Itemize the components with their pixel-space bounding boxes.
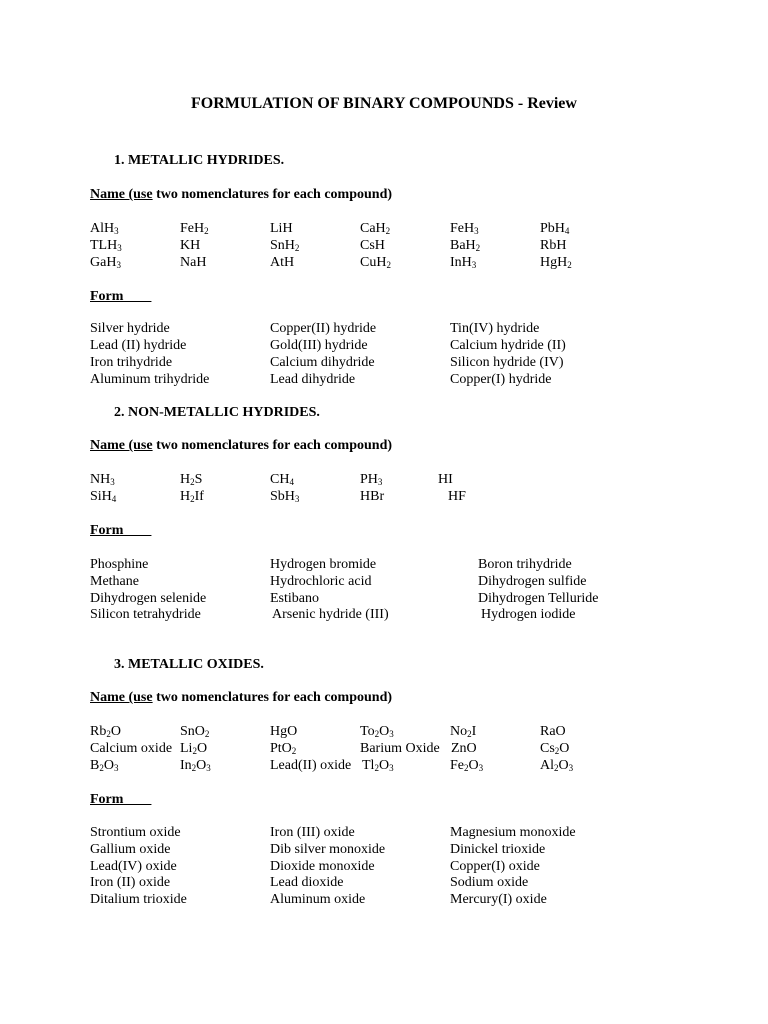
section-1-name-instruction: Name (use two nomenclatures for each compound)	[90, 187, 393, 202]
section-1-name-row	[0, 320, 768, 337]
compound-name-cell: Aluminum oxide	[270, 892, 366, 907]
section-1-name-row	[0, 371, 768, 388]
section-1-form-label: Form	[90, 289, 152, 304]
compound-name-cell: Dihydrogen Telluride	[478, 591, 599, 606]
compound-name-cell: Estibano	[270, 591, 319, 606]
section-2-name-row	[0, 573, 768, 590]
formula-cell: $CH_4$	[270, 472, 294, 487]
section-3-name-row	[0, 824, 768, 841]
section-2-name-row	[0, 556, 768, 573]
formula-cell: AtH	[270, 255, 295, 270]
compound-name-cell: Lead dioxide	[270, 875, 344, 890]
formula-cell: SnO$_2$	[180, 724, 210, 739]
compound-name-cell: Iron trihydride	[90, 355, 173, 370]
formula-cell: $B_2O_3$	[90, 758, 119, 773]
compound-name-cell: Calcium dihydride	[270, 355, 375, 370]
section-3-formula-row	[0, 723, 768, 740]
compound-name-cell: Dinickel trioxide	[450, 842, 546, 857]
compound-name-cell: Iron (II) oxide	[90, 875, 171, 890]
section-3-name-row	[0, 891, 768, 908]
section-3-name-row	[0, 841, 768, 858]
compound-name-cell: Hydrogen bromide	[270, 557, 377, 572]
compound-name-cell: Lead(IV) oxide	[90, 859, 177, 874]
compound-name-cell: Sodium oxide	[450, 875, 529, 890]
formula-cell: GaH$_3$	[90, 255, 121, 270]
compound-name-cell: Methane	[90, 574, 139, 589]
compound-name-cell: Tin(IV) hydride	[450, 321, 540, 336]
compound-name-cell: Dihydrogen sulfide	[478, 574, 587, 589]
formula-cell: $TLH_3$	[90, 238, 122, 253]
formula-cell: $PH_3$	[360, 472, 383, 487]
formula-cell: $NH_3$	[90, 472, 115, 487]
compound-name-cell: Strontium oxide	[90, 825, 181, 840]
compound-name-cell: Calcium hydride (II)	[450, 338, 566, 353]
formula-cell: HBr	[360, 489, 385, 504]
formula-cell: PtO$_2$	[270, 741, 297, 756]
formula-cell: $Rb_2O$	[90, 724, 121, 739]
compound-name-cell: Phosphine	[90, 557, 149, 572]
compound-name-cell: Hydrochloric acid	[270, 574, 372, 589]
formula-cell: ZnO	[451, 741, 477, 756]
compound-name-cell: Lead dihydride	[270, 372, 356, 387]
compound-name-cell: Silicon tetrahydride	[90, 607, 201, 622]
compound-name-cell: Silicon hydride (IV)	[450, 355, 564, 370]
formula-cell: PbH$_4$	[540, 221, 570, 236]
compound-name-cell: Copper(II) hydride	[270, 321, 377, 336]
compound-name-cell: Gold(III) hydride	[270, 338, 368, 353]
formula-cell: CsH	[360, 238, 385, 253]
formula-cell: $H_2S$	[180, 472, 203, 487]
compound-name-cell: Hydrogen iodide	[481, 607, 576, 622]
compound-name-cell: Aluminum trihydride	[90, 372, 210, 387]
section-2-formula-row	[0, 488, 768, 505]
formula-cell: $Tl_2O_3$	[362, 758, 394, 773]
formula-cell: HgO	[270, 724, 298, 739]
formula-cell: HF	[448, 489, 466, 504]
formula-cell: CaH$_2$	[360, 221, 391, 236]
compound-name-cell: Mercury(I) oxide	[450, 892, 547, 907]
formula-cell: $Fe_2O_3$	[450, 758, 484, 773]
compound-name-cell: Gallium oxide	[90, 842, 171, 857]
formula-cell: FeH$_2$	[180, 221, 209, 236]
section-3-heading: 3. METALLIC OXIDES.	[114, 657, 264, 672]
formula-cell: AlH$_3$	[90, 221, 119, 236]
compound-name-cell: Iron (III) oxide	[270, 825, 355, 840]
section-1-formula-row	[0, 220, 768, 237]
formula-cell: $Cs_2O$	[540, 741, 570, 756]
formula-cell: FeH$_3$	[450, 221, 479, 236]
formula-cell: LiH	[270, 221, 293, 236]
compound-name-cell: Copper(I) hydride	[450, 372, 552, 387]
formula-cell: Calcium oxide	[90, 741, 173, 756]
compound-name-cell: Copper(I) oxide	[450, 859, 540, 874]
formula-cell: InH$_3$	[450, 255, 477, 270]
section-2-name-row	[0, 606, 768, 623]
compound-name-cell: Lead (II) hydride	[90, 338, 187, 353]
formula-cell: KH	[180, 238, 201, 253]
compound-name-cell: Dib silver monoxide	[270, 842, 386, 857]
section-3-formula-row	[0, 740, 768, 757]
formula-cell: SiH$_4$	[90, 489, 117, 504]
section-3-formula-row	[0, 757, 768, 774]
formula-cell: $H_2If$	[180, 489, 204, 504]
compound-name-cell: Dihydrogen selenide	[90, 591, 207, 606]
formula-cell: $No_2I$	[450, 724, 477, 739]
section-1-name-row	[0, 354, 768, 371]
compound-name-cell: Ditalium trioxide	[90, 892, 187, 907]
formula-cell: $To_2O_3$	[360, 724, 394, 739]
compound-name-cell: Boron trihydride	[478, 557, 572, 572]
section-1-formula-row	[0, 237, 768, 254]
section-3-name-row	[0, 874, 768, 891]
section-2-form-label: Form	[90, 523, 152, 538]
compound-name-cell: Dioxide monoxide	[270, 859, 375, 874]
formula-cell: Barium Oxide	[360, 741, 440, 756]
formula-cell: $Al_2O_3$	[540, 758, 574, 773]
formula-cell: RbH	[540, 238, 567, 253]
compound-name-cell: Arsenic hydride (III)	[272, 607, 389, 622]
compound-name-cell: Magnesium monoxide	[450, 825, 576, 840]
section-2-name-row	[0, 590, 768, 607]
section-2-heading: 2. NON-METALLIC HYDRIDES.	[114, 405, 320, 420]
section-3-name-row	[0, 858, 768, 875]
formula-cell: $In_2O_3$	[180, 758, 211, 773]
section-2-formula-row	[0, 471, 768, 488]
section-1-name-row	[0, 337, 768, 354]
section-3-form-label: Form	[90, 792, 152, 807]
page-title: FORMULATION OF BINARY COMPOUNDS - Review	[191, 95, 577, 112]
section-1-heading: 1. METALLIC HYDRIDES.	[114, 153, 285, 168]
formula-cell: CuH$_2$	[360, 255, 391, 270]
formula-cell: NaH	[180, 255, 207, 270]
formula-cell: HgH$_2$	[540, 255, 572, 270]
formula-cell: Lead(II) oxide	[270, 758, 352, 773]
section-1-formula-row	[0, 254, 768, 271]
formula-cell: $Li_2O$	[180, 741, 208, 756]
formula-cell: RaO	[540, 724, 566, 739]
section-3-name-instruction: Name (use two nomenclatures for each compound)	[90, 690, 393, 705]
formula-cell: SbH$_3$	[270, 489, 300, 504]
formula-cell: SnH$_2$	[270, 238, 300, 253]
formula-cell: BaH$_2$	[450, 238, 481, 253]
compound-name-cell: Silver hydride	[90, 321, 170, 336]
section-2-name-instruction: Name (use two nomenclatures for each compound)	[90, 438, 393, 453]
formula-cell: HI	[438, 472, 453, 487]
